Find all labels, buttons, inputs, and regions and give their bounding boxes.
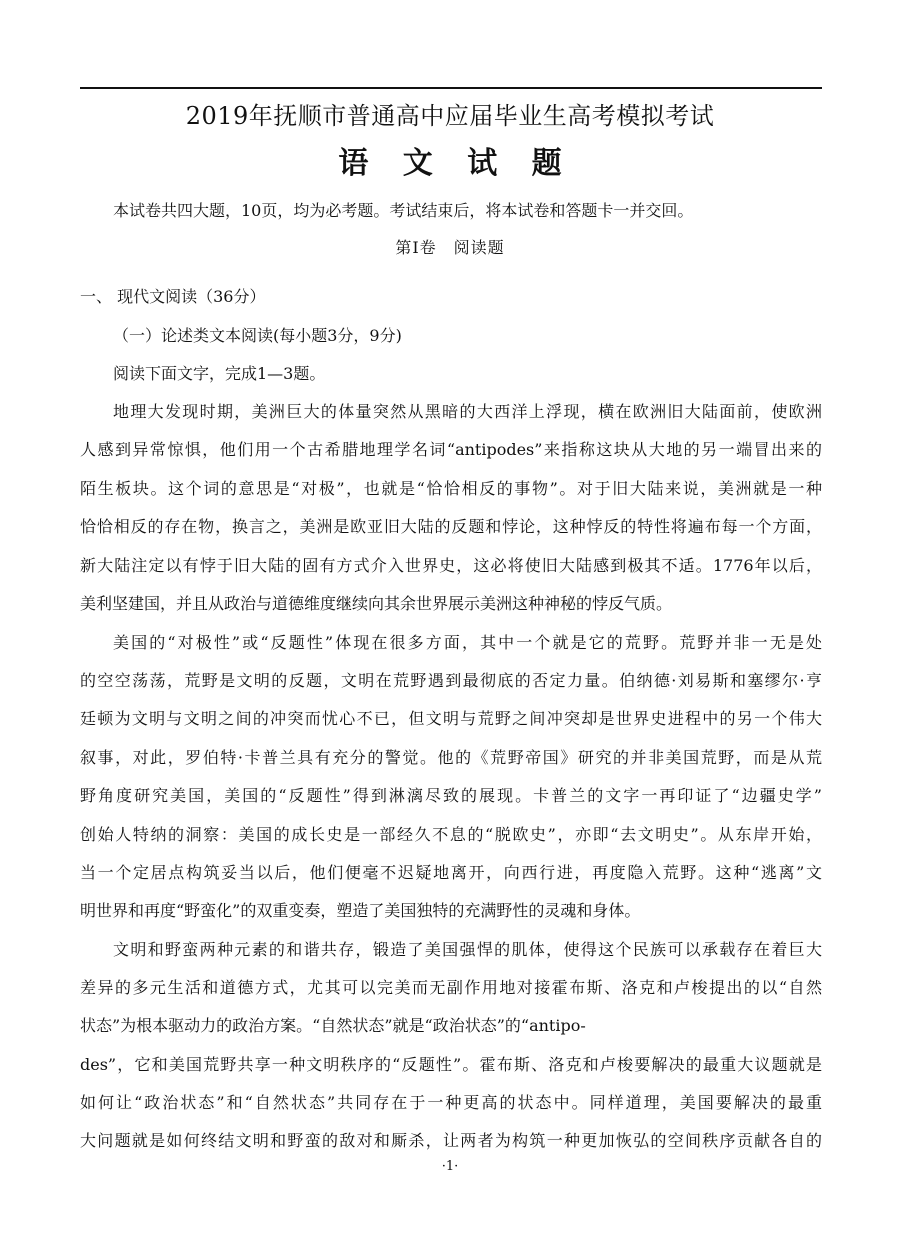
passage-line: 叙事，对此，罗伯特·卡普兰具有充分的警觉。他的《荒野帝国》研究的并非美国荒野，而是从荒	[80, 748, 822, 767]
passage-line: des”，它和美国荒野共享一种文明秩序的“反题性”。霍布斯、洛克和卢梭要解决的最重大议题就是	[80, 1055, 822, 1074]
passage-line: 如何让“政治状态”和“自然状态”共同存在于一种更高的状态中。同样道理，美国要解决的最重	[80, 1093, 822, 1112]
subsection-heading: （一）论述类文本阅读(每小题3分，9分)	[113, 326, 402, 345]
exam-instructions: 本试卷共四大题，10页，均为必考题。考试结束后，将本试卷和答题卡一并交回。	[113, 201, 694, 220]
passage-line: 地理大发现时期，美洲巨大的体量突然从黑暗的大西洋上浮现，横在欧洲旧大陆面前，使欧洲	[113, 402, 822, 421]
passage-line: 美利坚建国，并且从政治与道德维度继续向其余世界展示美洲这种神秘的悖反气质。	[80, 594, 673, 613]
passage-line: 当一个定居点构筑妥当以后，他们便毫不迟疑地离开，向西行进，再度隐入荒野。这种“逃离”文	[80, 863, 822, 882]
passage-line: 文明和野蛮两种元素的和谐共存，锻造了美国强悍的肌体，使得这个民族可以承载存在着巨大	[113, 940, 822, 959]
passage-line: 明世界和再度“野蛮化”的双重变奏，塑造了美国独特的充满野性的灵魂和身体。	[80, 901, 641, 920]
reading-prompt: 阅读下面文字，完成1—3题。	[113, 364, 326, 383]
passage-line: 状态”为根本驱动力的政治方案。“自然状态”就是“政治状态”的“antipo-	[80, 1016, 586, 1035]
passage-line: 廷顿为文明与文明之间的冲突而忧心不已，但文明与荒野之间冲突却是世界史进程中的另一个伟大	[80, 709, 822, 728]
passage-line: 大问题就是如何终结文明和野蛮的敌对和厮杀，让两者为构筑一种更加恢弘的空间秩序贡献各自的	[80, 1131, 822, 1150]
header-rule	[80, 87, 822, 89]
passage-line: 人感到异常惊惧，他们用一个古希腊地理学名词“antipodes”来指称这块从大地的另一端冒出来的	[80, 440, 822, 459]
passage-line: 差异的多元生活和道德方式，尤其可以完美而无副作用地对接霍布斯、洛克和卢梭提出的以“自然	[80, 978, 822, 997]
passage-line: 的空空荡荡，荒野是文明的反题，文明在荒野遇到最彻底的否定力量。伯纳德·刘易斯和塞缪尔·亨	[80, 671, 822, 690]
section-heading: 一、 现代文阅读（36分）	[80, 287, 266, 306]
passage-line: 恰恰相反的存在物，换言之，美洲是欧亚旧大陆的反题和悖论，这种悖反的特性将遍布每一个方面，	[80, 517, 822, 536]
passage-line: 新大陆注定以有悖于旧大陆的固有方式介入世界史，这必将使旧大陆感到极其不适。1776年以后，	[80, 556, 822, 575]
passage-line: 美国的“对极性”或“反题性”体现在很多方面，其中一个就是它的荒野。荒野并非一无是处	[113, 633, 822, 652]
part-title: 第Ⅰ卷 阅读题	[395, 238, 505, 257]
exam-title: 2019年抚顺市普通高中应届毕业生高考模拟考试	[185, 102, 715, 130]
subject-title: 语 文 试 题	[338, 146, 574, 181]
passage-line: 野角度研究美国，美国的“反题性”得到淋漓尽致的展现。卡普兰的文字一再印证了“边疆史学”	[80, 786, 822, 805]
passage-line: 创始人特纳的洞察：美国的成长史是一部经久不息的“脱欧史”，亦即“去文明史”。从东岸开始，	[80, 825, 822, 844]
page-number: ·1·	[441, 1159, 459, 1174]
passage-line: 陌生板块。这个词的意思是“对极”，也就是“恰恰相反的事物”。对于旧大陆来说，美洲就是一种	[80, 479, 822, 498]
